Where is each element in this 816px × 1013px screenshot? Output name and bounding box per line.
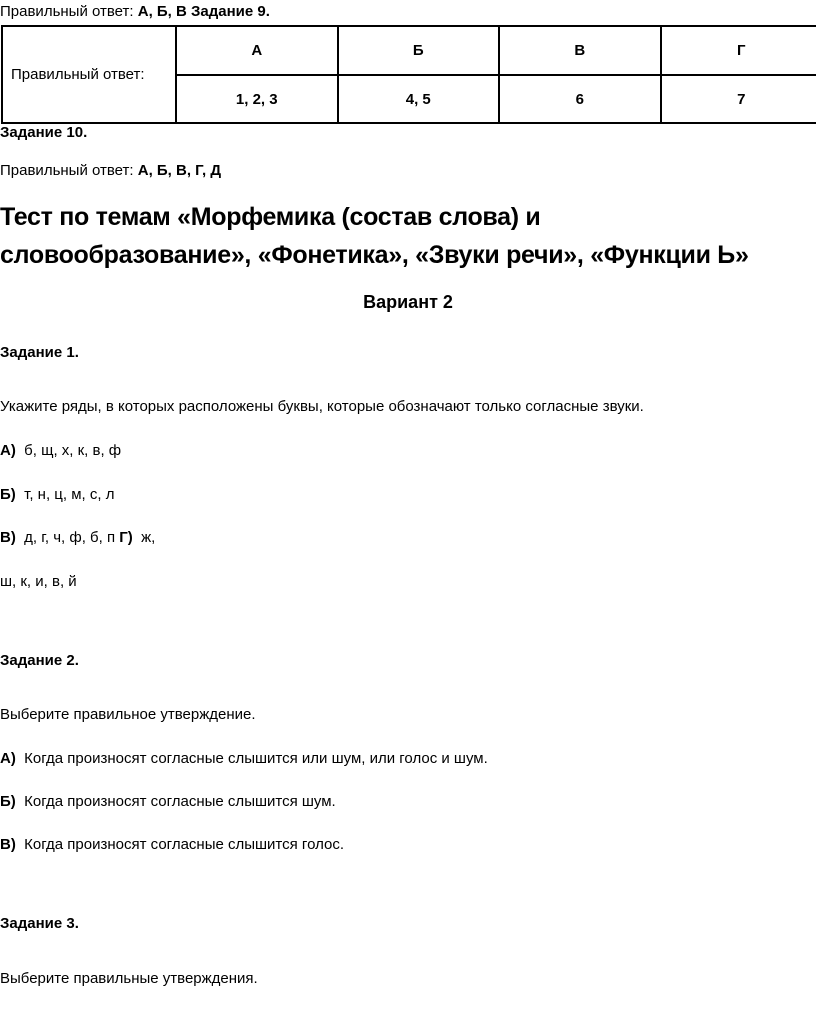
- task3-question: Выберите правильные утверждения.: [0, 970, 258, 987]
- option-text: Когда произносят согласные слышится голос.: [24, 836, 345, 853]
- variant-label: Вариант 2: [363, 292, 453, 312]
- top-answer-label: Правильный ответ:: [0, 3, 134, 20]
- table-header-g: Г: [661, 26, 816, 75]
- task1-question: Укажите ряды, в которых расположены буквы, которые обозначают только согласные звуки.: [0, 398, 644, 415]
- option-text: б, щ, х, к, в, ф: [24, 442, 122, 459]
- table-row-label: Правильный ответ:: [2, 26, 176, 123]
- test-title-line1: Тест по темам «Морфемика (состав слова) и: [0, 203, 541, 231]
- table-row: [2, 26, 816, 75]
- option-letter: Б): [0, 793, 16, 810]
- task2-option-b: [0, 793, 336, 810]
- option-text: т, н, ц, м, с, л: [24, 486, 115, 503]
- option-letter: В): [0, 529, 16, 546]
- table-cell-v: 6: [499, 75, 661, 123]
- task1-option-v-g: [0, 529, 155, 546]
- option-letter: А): [0, 750, 16, 767]
- option-letter: А): [0, 442, 16, 459]
- table-cell-b: 4, 5: [338, 75, 500, 123]
- task1-option-b: [0, 486, 114, 503]
- task10-answer-value: А, Б, В, Г, Д: [137, 162, 222, 179]
- table-cell-a: 1, 2, 3: [176, 75, 338, 123]
- task1-option-a: [0, 442, 121, 459]
- task2-option-a: [0, 750, 488, 767]
- option-text: ж,: [141, 529, 156, 546]
- option-letter: Г): [119, 529, 133, 546]
- table-header-v: В: [499, 26, 661, 75]
- answer-table: [1, 25, 816, 124]
- task2-heading: Задание 2.: [0, 652, 79, 669]
- task10-heading: Задание 10.: [0, 124, 88, 141]
- task3-heading: Задание 3.: [0, 915, 79, 932]
- table-header-b: Б: [338, 26, 500, 75]
- option-letter: Б): [0, 486, 16, 503]
- task2-option-v: [0, 836, 344, 853]
- test-title-line2: словообразование», «Фонетика», «Звуки речи», «Функции Ь»: [0, 241, 749, 269]
- task10-answer: [0, 162, 221, 179]
- task1-heading: Задание 1.: [0, 344, 79, 361]
- task10-answer-label: Правильный ответ:: [0, 162, 134, 179]
- option-text: д, г, ч, ф, б, п: [24, 529, 116, 546]
- table-cell-g: 7: [661, 75, 816, 123]
- option-letter: В): [0, 836, 16, 853]
- option-text: Когда произносят согласные слышится или шум, или голос и шум.: [24, 750, 488, 767]
- task1-option-g-continued: ш, к, и, в, й: [0, 573, 77, 590]
- top-answer-value: А, Б, В Задание 9.: [137, 3, 270, 20]
- task2-question: Выберите правильное утверждение.: [0, 706, 256, 723]
- table-header-a: А: [176, 26, 338, 75]
- top-answer-line: [0, 3, 270, 20]
- option-text: Когда произносят согласные слышится шум.: [24, 793, 336, 810]
